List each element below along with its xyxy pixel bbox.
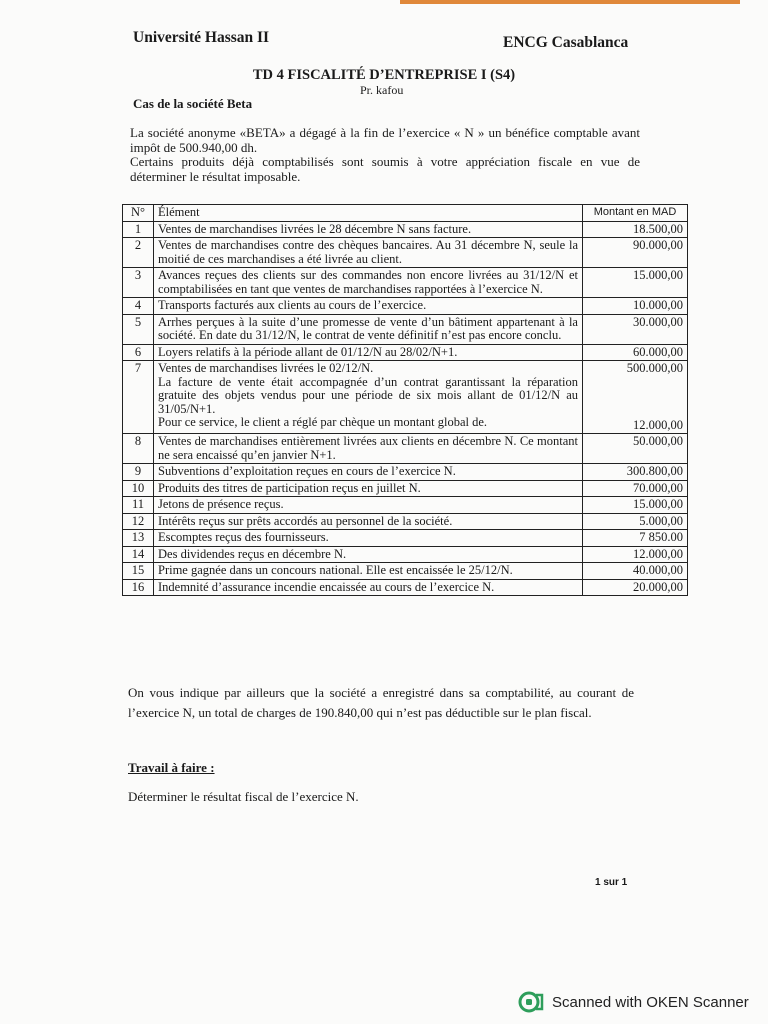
row-element: Arrhes perçues à la suite d’une promesse de vente d’un bâtiment appartenant à la société. En date du 31/12/N, le contrat de vente définitif n’est pas encore conclu. — [154, 314, 583, 344]
scanner-watermark — [518, 991, 749, 1013]
row-element: Des dividendes reçus en décembre N. — [154, 546, 583, 563]
row-amount: 300.800,00 — [583, 464, 688, 481]
top-edge-stripe — [400, 0, 740, 4]
row-number: 3 — [123, 268, 154, 298]
row-amount — [583, 361, 688, 434]
row-element: Intérêts reçus sur prêts accordés au personnel de la société. — [154, 513, 583, 530]
row-number: 1 — [123, 221, 154, 238]
case-title: Cas de la société Beta — [133, 96, 253, 111]
table-row — [123, 268, 688, 298]
table-row — [123, 434, 688, 464]
row-amount: 70.000,00 — [583, 480, 688, 497]
table-row — [123, 344, 688, 361]
row-amount: 20.000,00 — [583, 579, 688, 596]
row-number: 7 — [123, 361, 154, 434]
row-number: 16 — [123, 579, 154, 596]
page-number: 1 sur 1 — [595, 877, 628, 888]
row-amount-primary: 500.000,00 — [626, 361, 683, 375]
row-number: 15 — [123, 563, 154, 580]
row-amount: 90.000,00 — [583, 238, 688, 268]
row-amount: 15.000,00 — [583, 497, 688, 514]
row-element: Ventes de marchandises contre des chèques bancaires. Au 31 décembre N, seule la moitié de ces marchandises a été livrée au client. — [154, 238, 583, 268]
row-amount: 18.500,00 — [583, 221, 688, 238]
table-row — [123, 464, 688, 481]
row-element-line: Pour ce service, le client a réglé par chèque un montant global de. — [158, 415, 488, 429]
row-number: 10 — [123, 480, 154, 497]
intro-paragraph-1: La société anonyme «BETA» a dégagé à la fin de l’exercice « N » un bénéfice comptable avant impôt de 500.940,00 dh. — [130, 125, 640, 155]
table-row — [123, 314, 688, 344]
table-row — [123, 221, 688, 238]
row-number: 2 — [123, 238, 154, 268]
row-amount: 10.000,00 — [583, 298, 688, 315]
items-table — [122, 204, 688, 596]
school-name: ENCG Casablanca — [503, 34, 629, 51]
row-element: Ventes de marchandises entièrement livrées aux clients en décembre N. Ce montant ne sera encaissé qu’en janvier N+1. — [154, 434, 583, 464]
university-name: Université Hassan II — [133, 29, 270, 46]
intro-paragraph-2: Certains produits déjà comptabilisés sont soumis à votre appréciation fiscale en vue de déterminer le résultat imposable. — [130, 154, 640, 184]
row-element: Prime gagnée dans un concours national. Elle est encaissée le 25/12/N. — [154, 563, 583, 580]
table-row — [123, 298, 688, 315]
table-row — [123, 361, 688, 434]
table-row — [123, 579, 688, 596]
row-element: Produits des titres de participation reçus en juillet N. — [154, 480, 583, 497]
row-element: Escomptes reçus des fournisseurs. — [154, 530, 583, 547]
charges-note: On vous indique par ailleurs que la société a enregistré dans sa comptabilité, au courant de l’exercice N, un total de charges de 190.840,00 qui n’est pas déductible sur le plan fiscal. — [128, 685, 634, 720]
row-amount: 40.000,00 — [583, 563, 688, 580]
row-element — [154, 361, 583, 434]
professor-name: Pr. kafou — [360, 83, 404, 97]
row-number: 14 — [123, 546, 154, 563]
row-number: 4 — [123, 298, 154, 315]
oken-scanner-logo-icon — [518, 991, 544, 1013]
task-instruction: Déterminer le résultat fiscal de l’exercice N. — [128, 789, 359, 804]
table-row — [123, 513, 688, 530]
table-row — [123, 497, 688, 514]
row-number: 8 — [123, 434, 154, 464]
table-header-row — [123, 205, 688, 222]
row-number: 12 — [123, 513, 154, 530]
header-element: Élément — [154, 205, 583, 222]
table-row — [123, 530, 688, 547]
row-amount: 50.000,00 — [583, 434, 688, 464]
row-element: Ventes de marchandises livrées le 28 décembre N sans facture. — [154, 221, 583, 238]
row-amount: 60.000,00 — [583, 344, 688, 361]
table-row — [123, 480, 688, 497]
row-element: Indemnité d’assurance incendie encaissée au cours de l’exercice N. — [154, 579, 583, 596]
row-element-line: Ventes de marchandises livrées le 02/12/N. — [158, 361, 374, 375]
row-element: Subventions d’exploitation reçues en cours de l’exercice N. — [154, 464, 583, 481]
row-element: Transports facturés aux clients au cours de l’exercice. — [154, 298, 583, 315]
row-element-line: La facture de vente était accompagnée d’un contrat garantissant la réparation gratuite des objets vendus pour une période de six mois allant de 01/12/N au 31/05/N+1. — [158, 374, 578, 416]
row-amount: 30.000,00 — [583, 314, 688, 344]
intro-text — [130, 126, 640, 184]
row-number: 6 — [123, 344, 154, 361]
row-number: 13 — [123, 530, 154, 547]
task-heading: Travail à faire : — [128, 760, 215, 775]
row-number: 9 — [123, 464, 154, 481]
row-amount: 15.000,00 — [583, 268, 688, 298]
row-amount: 5.000,00 — [583, 513, 688, 530]
page-title: TD 4 FISCALITÉ D’ENTREPRISE I (S4) — [252, 67, 516, 83]
row-element: Avances reçues des clients sur des commandes non encore livrées au 31/12/N et comptabilisées en tant que ventes de marchandises rapportées à l’exercice N. — [154, 268, 583, 298]
row-amount: 12.000,00 — [583, 546, 688, 563]
row-element: Jetons de présence reçus. — [154, 497, 583, 514]
header-num: N° — [123, 205, 154, 222]
table-row — [123, 238, 688, 268]
row-element: Loyers relatifs à la période allant de 01/12/N au 28/02/N+1. — [154, 344, 583, 361]
row-number: 5 — [123, 314, 154, 344]
header-amount: Montant en MAD — [583, 205, 688, 222]
scanner-label: Scanned with OKEN Scanner — [552, 993, 749, 1011]
table-row — [123, 546, 688, 563]
row-number: 11 — [123, 497, 154, 514]
table-row — [123, 563, 688, 580]
row-amount-secondary: 12.000,00 — [633, 417, 683, 432]
row-amount: 7 850.00 — [583, 530, 688, 547]
